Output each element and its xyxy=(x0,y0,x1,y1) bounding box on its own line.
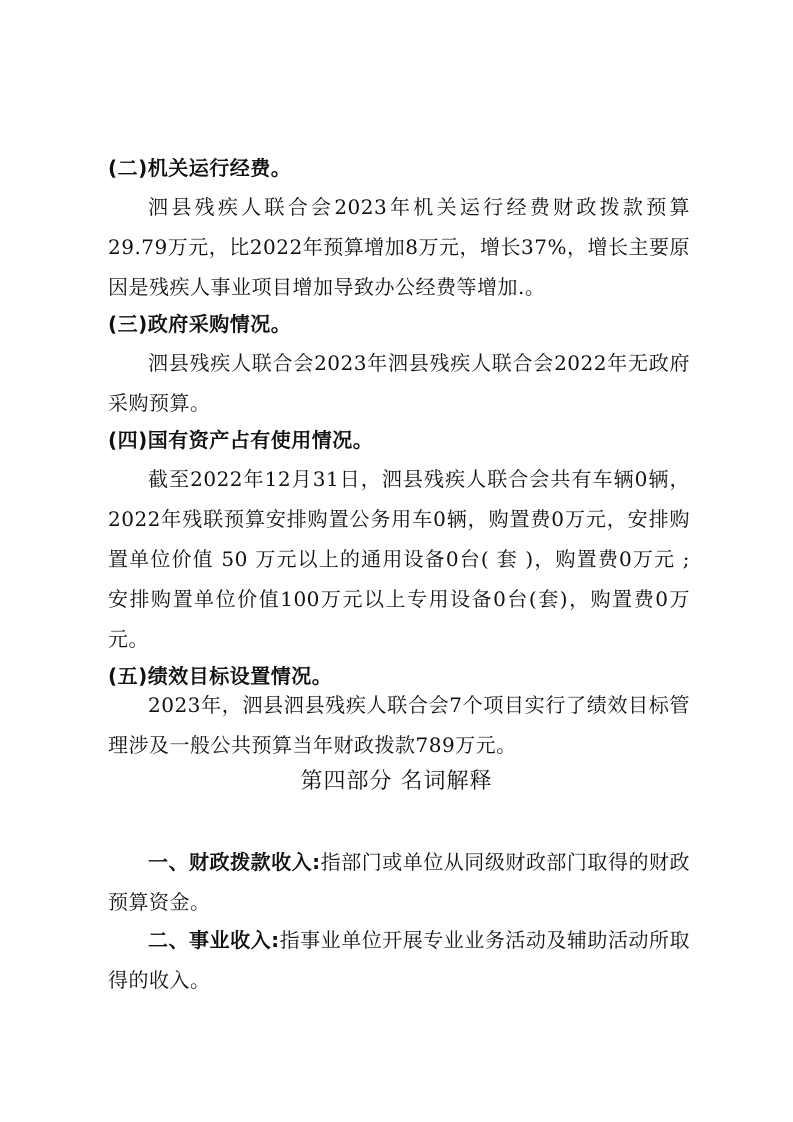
section-heading-performance-targets: (五)绩效目标设置情况。 xyxy=(108,664,333,688)
section-heading-procurement: (三)政府采购情况。 xyxy=(108,312,292,336)
term-definition-business-income xyxy=(108,920,690,1000)
section-body-state-assets: 截至2022年12月31日，泗县残疾人联合会共有车辆0辆，2022年残联预算安排购置公务用车0辆，购置费0万元，安排购置单位价值 50 万元以上的通用设备0台( 套 )，购置费0万元 ;安排购置单位价值100万元以上专用设备0台(套)，购置费0万元。 xyxy=(108,467,690,651)
section-body-operating-expenses: 泗县残疾人联合会2023年机关运行经费财政拨款预算29.79万元，比2022年预算增加8万元，增长37%，增长主要原因是残疾人事业项目增加导致办公经费等增加.。 xyxy=(108,195,690,299)
section-body-performance-targets: 2023年，泗县泗县残疾人联合会7个项目实行了绩效目标管理涉及一般公共预算当年财政拨款789万元。 xyxy=(108,693,690,757)
section-body-procurement: 泗县残疾人联合会2023年泗县残疾人联合会2022年无政府采购预算。 xyxy=(108,351,690,415)
section-heading-operating-expenses: (二)机关运行经费。 xyxy=(108,156,292,180)
term-label: 一、财政拨款收入: xyxy=(148,850,321,874)
term-label: 二、事业收入: xyxy=(148,928,280,952)
term-definition-fiscal-appropriation xyxy=(108,842,690,922)
term-text: 指事业单位开展专业业务活动及辅助活动所取得的收入。 xyxy=(108,928,691,992)
part-title: 第四部分 名词解释 xyxy=(300,769,493,794)
section-heading-state-assets: (四)国有资产占有使用情况。 xyxy=(108,428,374,452)
term-text: 指部门或单位从同级财政部门取得的财政预算资金。 xyxy=(108,850,691,914)
